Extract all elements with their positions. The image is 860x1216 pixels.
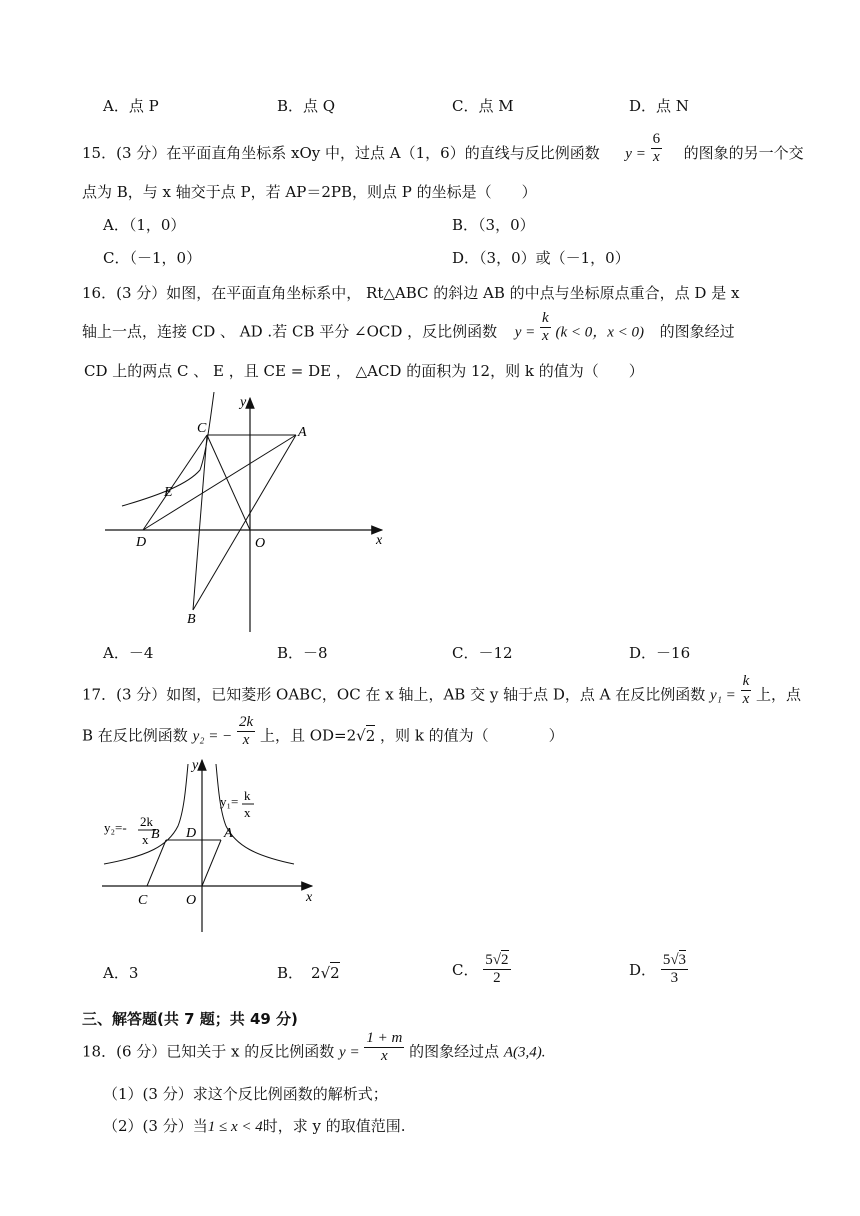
- q14-option-c: C．点 M: [452, 97, 514, 115]
- q17-f1-num: k: [742, 673, 750, 689]
- q17-label-y2: y₂=-: [104, 820, 127, 835]
- q17-opt-d-den: 3: [670, 970, 679, 986]
- q17-opt-c-frac: [483, 952, 510, 987]
- q16-frac-num: k: [542, 310, 549, 326]
- q17-line1-post: 上，点: [756, 685, 802, 704]
- q15-formula-frac: [651, 131, 663, 166]
- q16-seg-cd: [143, 435, 207, 530]
- q17-opt-c-sqrt: √: [492, 952, 501, 968]
- q17-opt-a-value: 3: [128, 964, 139, 982]
- q17-opt-a-label: A．: [103, 964, 129, 982]
- q18-frac-den: x: [380, 1048, 388, 1064]
- q18-sub2-ineq: 1 ≤ x < 4: [207, 1119, 263, 1135]
- q17-formula2-lhs: y₂ = −: [192, 728, 233, 745]
- q17-label-c: C: [138, 893, 148, 908]
- q15-option-a: A．（1，0）: [103, 216, 186, 234]
- q16-line2-post: 的图象经过: [659, 322, 735, 341]
- q15-option-d: D．（3，0）或（－1，0）: [452, 249, 630, 267]
- q17-opt-c-den: 2: [493, 970, 501, 986]
- q17-opt-d-rad: 3: [678, 952, 687, 968]
- q17-seg-bc: [147, 840, 166, 886]
- q18-formula-lhs: y =: [339, 1044, 360, 1061]
- q16-label-b: B: [187, 612, 196, 627]
- q17-option-a: [103, 962, 138, 983]
- q17-opt-d-coef: 5: [662, 952, 671, 968]
- section-title: 三、解答题(共 7 题；共 49 分): [82, 1010, 298, 1028]
- q14-option-a: A．点 P: [103, 97, 159, 115]
- q17-label-y1-num: k: [244, 788, 251, 803]
- q16-formula-cond: (k < 0，x < 0): [555, 324, 645, 341]
- q17-hyperbola-y1: [216, 764, 294, 864]
- q16-seg-ab: [193, 435, 296, 610]
- q16-label-y: y: [240, 395, 247, 410]
- q17-opt-b-sqrt: √: [320, 964, 331, 982]
- q14-option-d: D．点 N: [629, 97, 689, 115]
- q17-formula1-frac: [741, 673, 752, 708]
- q17-label-o: O: [186, 893, 197, 908]
- q16-line2-pre: 轴上一点，连接 CD 、 AD .若 CB 平分 ∠OCD ，反比例函数: [82, 322, 498, 341]
- q16-seg-co: [207, 435, 250, 530]
- q17-opt-c-coef: 5: [485, 952, 493, 968]
- q15-text-post: 的图象的另一个交: [683, 144, 804, 162]
- q17-sqrt-rad: 2: [365, 726, 376, 745]
- q15-line1: [82, 130, 804, 166]
- q18-point: A(3,4).: [503, 1044, 546, 1061]
- q16-label-x: x: [376, 533, 383, 548]
- q15-line2: 点为 B，与 x 轴交于点 P，若 AP＝2PB，则点 P 的坐标是（ ）: [82, 183, 537, 201]
- q17-label-y: y: [192, 758, 199, 773]
- q15-formula-lhs: y =: [625, 146, 646, 162]
- q16-formula-frac: [540, 310, 551, 345]
- q18-sub2: [103, 1115, 406, 1136]
- q17-line2-end: ，则 k 的值为（ ）: [380, 726, 564, 745]
- q17-label-a: A: [224, 826, 233, 841]
- q17-option-b: [277, 962, 340, 983]
- q18-sub2-pre: （2）(3 分）当: [103, 1117, 208, 1135]
- q15-option-c: C．（－1，0）: [103, 249, 202, 267]
- q15-option-b: B．（3，0）: [452, 216, 535, 234]
- q16-option-a: A．－4: [103, 644, 154, 662]
- q17-option-c: [452, 952, 511, 987]
- q17-line1-pre: 17．(3 分）如图，已知菱形 OABC，OC 在 x 轴上，AB 交 y 轴于点 D，点 A 在反比例函数: [82, 685, 706, 704]
- q17-opt-b-rad: 2: [330, 964, 340, 982]
- q17-opt-c-label: C．: [452, 961, 479, 979]
- q17-opt-d-frac: [661, 952, 688, 987]
- q17-option-d: [629, 952, 688, 987]
- q17-opt-d-label: D．: [629, 961, 657, 979]
- q16-seg-cb: [193, 435, 207, 610]
- q18-line1-post: 的图象经过点: [409, 1042, 500, 1061]
- q17-sqrt-sign: √: [356, 726, 366, 745]
- q16-option-d: D．－16: [629, 644, 691, 662]
- q18-frac-num: 1 + m: [366, 1030, 403, 1046]
- q17-opt-b-coef: 2: [311, 964, 321, 982]
- q18-sub2-post: 时，求 y 的取值范围.: [262, 1117, 406, 1135]
- q17-line2: [82, 714, 564, 749]
- q17-label-y1: y₁=: [220, 794, 239, 809]
- q16-line2: [82, 310, 735, 345]
- q17-seg-ao: [202, 840, 221, 886]
- q16-figure: [100, 392, 400, 632]
- q17-opt-b-label: B．: [277, 964, 304, 982]
- q18-sub1: （1）(3 分）求这个反比例函数的解析式；: [103, 1085, 388, 1103]
- q17-opt-d-sqrt: √: [670, 952, 679, 968]
- q17-label-y1-den: x: [244, 805, 251, 820]
- q16-frac-den: x: [542, 328, 549, 344]
- q16-label-d: D: [136, 535, 147, 550]
- q16-label-a: A: [298, 425, 307, 440]
- q16-label-e: E: [164, 485, 173, 500]
- q17-line2-pre: B 在反比例函数: [82, 726, 188, 745]
- q15-frac-den: x: [653, 148, 660, 165]
- q16-label-o: O: [255, 536, 266, 551]
- q17-f2-den: x: [242, 732, 250, 748]
- q17-label-b: B: [151, 827, 160, 842]
- q17-formula2-frac: [237, 714, 255, 749]
- q17-label-d: D: [186, 826, 197, 841]
- q17-label-y2-den: x: [142, 832, 149, 847]
- q16-line3: CD 上的两点 C 、 E ，且 CE = DE ， △ACD 的面积为 12，则 k 的值为（ ）: [84, 362, 644, 380]
- q16-seg-ad: [143, 435, 296, 530]
- q17-opt-c-rad: 2: [501, 952, 509, 968]
- q17-label-x: x: [306, 890, 313, 905]
- q17-figure: [98, 756, 328, 936]
- q18-line1: [82, 1030, 546, 1065]
- q14-option-b: B．点 Q: [277, 97, 336, 115]
- q16-label-c: C: [197, 421, 207, 436]
- q17-f1-den: x: [742, 691, 750, 707]
- q16-formula-lhs: y =: [514, 324, 536, 341]
- q15-frac-num: 6: [652, 130, 661, 147]
- q17-line2-post: 上，且 OD=2: [259, 726, 357, 745]
- q18-formula-frac: [364, 1030, 404, 1065]
- q18-line1-pre: 18．(6 分）已知关于 x 的反比例函数: [82, 1042, 335, 1061]
- q17-label-y2-num: 2k: [140, 814, 153, 829]
- q16-option-b: B．－8: [277, 644, 328, 662]
- q16-line1: 16．(3 分）如图，在平面直角坐标系中， Rt△ABC 的斜边 AB 的中点与坐标原点重合，点 D 是 x: [82, 284, 740, 302]
- q17-f2-num: 2k: [238, 714, 254, 730]
- q16-option-c: C．－12: [452, 644, 513, 662]
- q15-text-pre: 15．(3 分）在平面直角坐标系 xOy 中，过点 A（1，6）的直线与反比例函数: [82, 144, 600, 162]
- q17-formula1-lhs: y₁ =: [710, 687, 736, 704]
- q17-line1: [82, 673, 802, 708]
